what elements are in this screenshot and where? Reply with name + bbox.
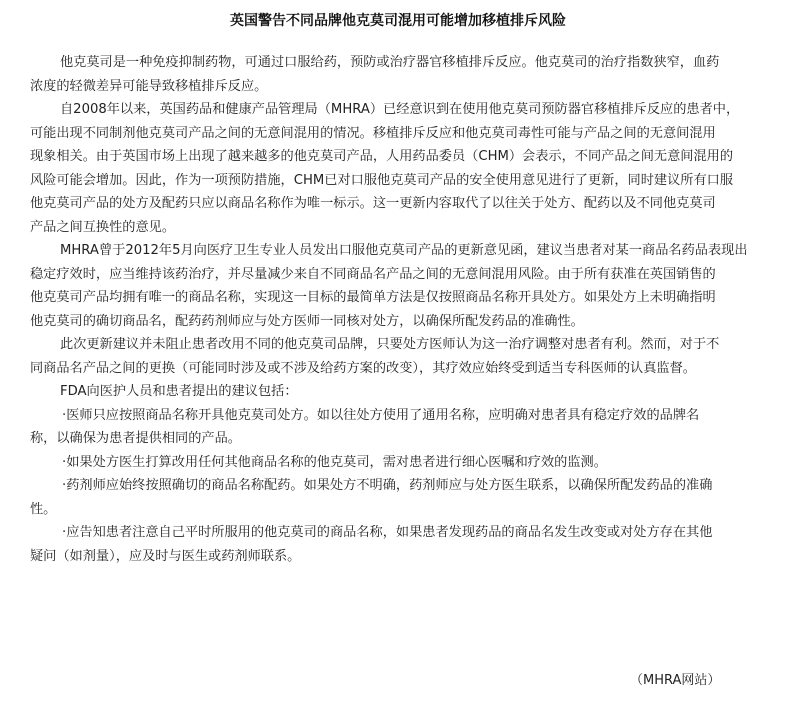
paragraph-line: 同商品名产品之间的更换（可能同时涉及或不涉及给药方案的改变），其疗效应始终受到适当专科医师的认真监督。: [30, 360, 696, 376]
paragraph-line: 他克莫司是一种免疫抑制药物，可通过口服给药，预防或治疗器官移植排斥反应。他克莫司的治疗指数狭窄，血药: [60, 55, 720, 70]
paragraph-brand-switch: [0, 333, 777, 380]
article-title: 英国警告不同品牌他克莫司混用可能增加移植排斥风险: [230, 13, 566, 29]
paragraph-line: 自2008年以来，英国药品和健康产品管理局（MHRA）已经意识到在使用他克莫司预防器官移植排斥反应的患者中，: [60, 102, 740, 117]
paragraph-line: 稳定疗效时，应当维持该药治疗，并尽量减少来自不同商品名产品之间的无意间混用风险。由于所有获准在英国销售的: [30, 266, 716, 282]
bullet-patient: [0, 521, 777, 568]
paragraph-line: 疑问（如剂量），应及时与医生或药剂师联系。: [30, 548, 301, 564]
paragraph-line: FDA向医护人员和患者提出的建议包括：: [60, 384, 298, 399]
paragraph-line: 浓度的轻微差异可能导致移植排斥反应。: [30, 78, 268, 94]
paragraph-line: ·应告知患者注意自己平时所服用的他克莫司的商品名称，如果患者发现药品的商品名发生改变或对处方存在其他: [62, 525, 713, 540]
paragraph-line: 现象相关。由于英国市场上出现了越来越多的他克莫司产品，人用药品委员（CHM）会表示，不同产品之间无意间混用的: [30, 149, 734, 164]
bullet-physician-switch: [0, 451, 777, 475]
paragraph-line: 性。: [30, 501, 57, 517]
bullet-physician-prescribing: [0, 404, 777, 451]
paragraph-2012-advice: [0, 239, 777, 333]
paragraph-line: 此次更新建议并未阻止患者改用不同的他克莫司品牌，只要处方医师认为这一治疗调整对患者有利。然而，对于不: [60, 337, 720, 352]
bullet-pharmacist: [0, 474, 777, 521]
paragraph-line: 他克莫司的确切商品名，配药药剂师应与处方医师一同核对处方，以确保所配发药品的准确性。: [30, 313, 584, 329]
paragraph-recommendations-heading: [0, 380, 777, 404]
paragraph-line: 风险可能会增加。因此，作为一项预防措施，CHM已对口服他克莫司产品的安全使用意见进行了更新，同时建议所有口服: [30, 172, 734, 188]
paragraph-line: 可能出现不同制剂他克莫司产品之间的无意间混用的情况。移植排斥反应和他克莫司毒性可能与产品之间的无意间混用: [30, 125, 716, 141]
paragraph-intro: [0, 51, 777, 98]
paragraph-line: 称，以确保为患者提供相同的产品。: [30, 431, 241, 446]
paragraph-line: 产品之间互换性的意见。: [30, 219, 176, 235]
paragraph-line: ·医师只应按照商品名称开具他克莫司处方。如以往处方使用了通用名称，应明确对患者具有稳定疗效的品牌名: [62, 407, 700, 423]
paragraph-line: ·如果处方医生打算改用任何其他商品名称的他克莫司，需对患者进行细心医嘱和疗效的监测。: [62, 454, 607, 470]
paragraph-line: MHRA曾于2012年5月向医疗卫生专业人员发出口服他克莫司产品的更新意见函，建议当患者对某一商品名药品表现出: [60, 243, 748, 258]
paragraph-line: 他克莫司产品均拥有唯一的商品名称，实现这一目标的最简单方法是仅按照商品名称开具处方。如果处方上未明确指明: [30, 290, 716, 305]
paragraph-line: 他克莫司产品的处方及配药只应以商品名称作为唯一标示。这一更新内容取代了以往关于处方、配药以及不同他克莫司: [30, 196, 716, 211]
source-attribution: （MHRA网站）: [630, 673, 721, 688]
paragraph-mhra-background: [0, 98, 777, 239]
paragraph-line: ·药剂师应始终按照确切的商品名称配药。如果处方不明确，药剂师应与处方医生联系，以确保所配发药品的准确: [62, 478, 713, 493]
